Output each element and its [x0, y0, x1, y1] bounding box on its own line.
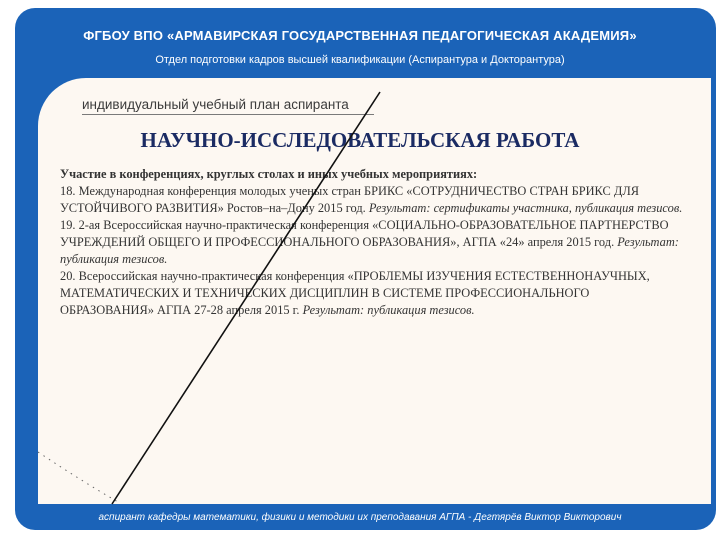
conference-item-text: 18. Международная конференция молодых ученых стран БРИКС «СОТРУДНИЧЕСТВО СТРАН БРИКС ДЛЯ УСТОЙЧИВОГО РАЗВИТИЯ» Ростов–на–Дону 2015 год.: [60, 184, 639, 215]
conference-item-result: Результат: сертификаты участника, публикация тезисов.: [365, 201, 683, 215]
conference-item-result: Результат: публикация тезисов.: [60, 235, 679, 266]
conference-item-result: Результат: публикация тезисов.: [299, 303, 475, 317]
plan-subtitle: индивидуальный учебный план аспиранта: [82, 97, 349, 112]
conference-item-text: 20. Всероссийская научно-практическая конференция «ПРОБЛЕМЫ ИЗУЧЕНИЯ ЕСТЕСТВЕННОНАУЧНЫХ, МАТЕМАТИЧЕСКИХ И ТЕХНИЧЕСКИХ ДИСЦИПЛИН В СИСТЕМЕ ПРОФЕССИОНАЛЬНОГО ОБРАЗОВАНИЯ» АГПА 27-28 апреля 2015 г.: [60, 269, 650, 317]
decorative-dotted-curve: [38, 452, 118, 502]
institution-title: ФГБОУ ВПО «АРМАВИРСКАЯ ГОСУДАРСТВЕННАЯ ПЕДАГОГИЧЕСКАЯ АКАДЕМИЯ»: [83, 28, 637, 43]
decorative-curve-line: [112, 92, 380, 504]
footer-author: аспирант кафедры математики, физики и методики их преподавания АГПА - Дегтярёв Виктор Викторович: [98, 512, 622, 523]
conference-item-text: 19. 2-ая Всероссийская научно-практическая конференция «СОЦИАЛЬНО-ОБРАЗОВАТЕЛЬНОЕ ПАРТНЕРСТВО УЧРЕЖДЕНИЙ ОБЩЕГО И ПРОФЕССИОНАЛЬНОГО ОБРАЗОВАНИЯ», АГПА «24» апреля 2015 год.: [60, 218, 669, 249]
department-subtitle: Отдел подготовки кадров высшей квалификации (Аспирантура и Докторантура): [155, 54, 565, 66]
conference-list-lead: Участие в конференциях, круглых столах и иных учебных мероприятиях:: [60, 167, 478, 181]
section-heading: НАУЧНО-ИССЛЕДОВАТЕЛЬСКАЯ РАБОТА: [140, 128, 580, 152]
